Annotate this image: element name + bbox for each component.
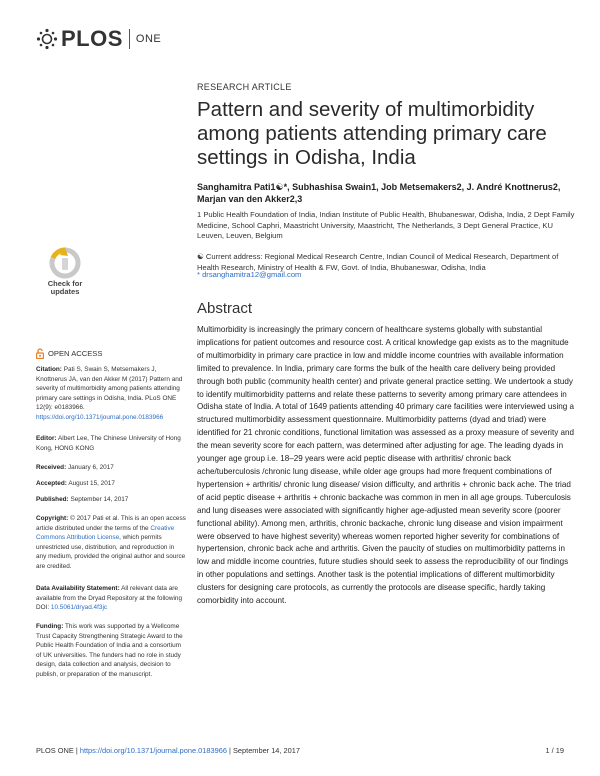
footer-journal: PLOS ONE | bbox=[36, 746, 78, 755]
citation-text: Pati S, Swain S, Metsemakers J, Knottnerus JA, van den Akker M (2017) Pattern and severity of multimorbidity among patients attending primary care settings in Odisha, India. PLoS ONE 12(9): e0183966. bbox=[36, 366, 183, 412]
accepted-date: August 15, 2017 bbox=[68, 480, 115, 487]
received-block bbox=[36, 463, 186, 473]
logo-divider bbox=[129, 29, 130, 49]
plos-dots-icon bbox=[36, 28, 58, 50]
funding-label: Funding: bbox=[36, 623, 64, 630]
open-access-label: OPEN ACCESS bbox=[48, 349, 103, 358]
accepted-block bbox=[36, 479, 186, 489]
update-badge-icon bbox=[36, 246, 94, 280]
published-label: Published: bbox=[36, 496, 69, 503]
abstract-heading: Abstract bbox=[197, 300, 253, 317]
received-label: Received: bbox=[36, 464, 67, 471]
license-link[interactable]: Creative Commons Attribution License bbox=[36, 524, 175, 542]
article-type: RESEARCH ARTICLE bbox=[197, 82, 292, 92]
author-line-1: Sanghamitra Pati1☯*, Subhashisa Swain1, Job Metsemakers2, J. André Knottnerus2, bbox=[197, 182, 561, 192]
journal-name: ONE bbox=[135, 33, 162, 45]
corresponding-email[interactable]: * drsanghamitra12@gmail.com bbox=[197, 270, 302, 279]
footer-date: September 14, 2017 bbox=[232, 746, 300, 755]
article-title: Pattern and severity of multimorbidity among patients attending primary care settings in Odisha, India bbox=[197, 98, 547, 169]
citation-label: Citation: bbox=[36, 366, 62, 373]
footer-divider: | bbox=[229, 746, 231, 755]
citation-doi-link[interactable]: https://doi.org/10.1371/journal.pone.0183966 bbox=[36, 413, 164, 421]
plos-logo bbox=[36, 26, 161, 52]
accepted-label: Accepted: bbox=[36, 480, 67, 487]
citation-block bbox=[36, 365, 186, 423]
affiliations: 1 Public Health Foundation of India, Indian Institute of Public Health, Bhubaneswar, Odisha, India, 2 Dept Family Medicine, School Caphri, Maastricht University, Maastricht, The Netherlands, 3 Dept General Practice, KU Leuven, Leuven, Belgium bbox=[197, 210, 575, 241]
data-availability-block bbox=[36, 584, 186, 613]
data-availability-label: Data Availability Statement: bbox=[36, 585, 120, 592]
editor-text: Albert Lee, The Chinese University of Hong Kong, HONG KONG bbox=[36, 435, 181, 452]
data-availability-text: All relevant data are available from the Dryad Repository at the following DOI: bbox=[36, 585, 182, 612]
copyright-block bbox=[36, 514, 186, 572]
funding-text: This work was supported by a Wellcome Trust Capacity Strengthening Strategic Award to the Public Health Foundation of India and a consortium of UK universities. The funders had no role in study design, data collection and analysis, decision to publish, or preparation of the manuscript. bbox=[36, 623, 183, 678]
dryad-doi-link[interactable]: 10.5061/dryad.4f3jc bbox=[50, 604, 108, 612]
copyright-text: © 2017 Pati et al. This is an open access article distributed under the terms of the bbox=[36, 515, 186, 532]
published-block bbox=[36, 495, 186, 505]
editor-block bbox=[36, 434, 186, 453]
published-date: September 14, 2017 bbox=[70, 496, 129, 503]
check-for-updates-button[interactable] bbox=[36, 246, 94, 304]
current-address: ☯ Current address: Regional Medical Research Centre, Indian Council of Medical Research, Department of Health Research, Ministry of Health & FW, Govt. of India, Bhubaneswar, Odisha, India bbox=[197, 252, 559, 272]
footer bbox=[36, 746, 300, 755]
received-date: January 6, 2017 bbox=[67, 464, 114, 471]
open-lock-icon bbox=[36, 348, 44, 359]
author-list bbox=[197, 181, 577, 205]
check-updates-label: Check for updates bbox=[47, 279, 83, 296]
author-line-2: Marjan van den Akker2,3 bbox=[197, 194, 303, 204]
page-number: 1 / 19 bbox=[545, 746, 564, 755]
copyright-label: Copyright: bbox=[36, 515, 69, 522]
footer-doi-link[interactable]: https://doi.org/10.1371/journal.pone.0183966 bbox=[79, 746, 227, 755]
abstract-text: Multimorbidity is increasingly the primary concern of healthcare systems globally with substantial implications for patient outcomes and resource cost. A critical knowledge gap exists as to the magnitude of multimorbidity in primary care practice in low and middle income countries with available information limited to prevalence. In India, primary care forms the bulk of the health care delivery being provided through both public (community health center) and private general practice setting. We undertook a study to identify multimorbidity patterns and relate these patterns to severity among primary care attendees in Odisha state of India. A total of 1649 patients attending 40 primary care facilities were interviewed using a structured multimorbidity assessment questionnaire. Multimorbidity patterns (dyad and triad) were identified for 21 chronic conditions, functional limitation was assessed as a proxy measure of severity and the mean severity score for each pattern, was determined after adjusting for age. The leading dyads in younger age group i.e. 18–29 years were acid peptic disease with arthritis/ chronic back ache/tuberculosis /chronic lung disease, while older age groups had more frequent combinations of hypertension + arthritis/ chronic lung disease/ vision difficulty, and arthritis + chronic back ache. The triad of acid peptic disease + arthritis + chronic backache was common in men in all age groups. Tuberculosis and lung diseases were associated with significantly higher age-adjusted mean severity score (poorer functional ability). Among men, arthritis, chronic backache, chronic lung disease and vision impairment were observed to have highest severity) whereas women reported higher severity for combinations of hypertension, chronic back ache and arthritis. Given the paucity of studies on multimorbidity patterns in low and middle income countries, future studies should seek to assess the reproducibility of our findings in other populations and settings. Another task is the potential implications of different multimorbidity clusters for designing care protocols, as currently the protocols are disease specific, hardly taking comorbidity into account. bbox=[197, 325, 575, 606]
funding-block bbox=[36, 622, 186, 680]
logo-wordmark: PLOS bbox=[61, 26, 123, 51]
copyright-text-end: , which permits unrestricted use, distribution, and reproduction in any medium, provided the original author and source are credited. bbox=[36, 534, 186, 570]
open-access-badge bbox=[36, 348, 102, 359]
editor-label: Editor: bbox=[36, 435, 57, 442]
